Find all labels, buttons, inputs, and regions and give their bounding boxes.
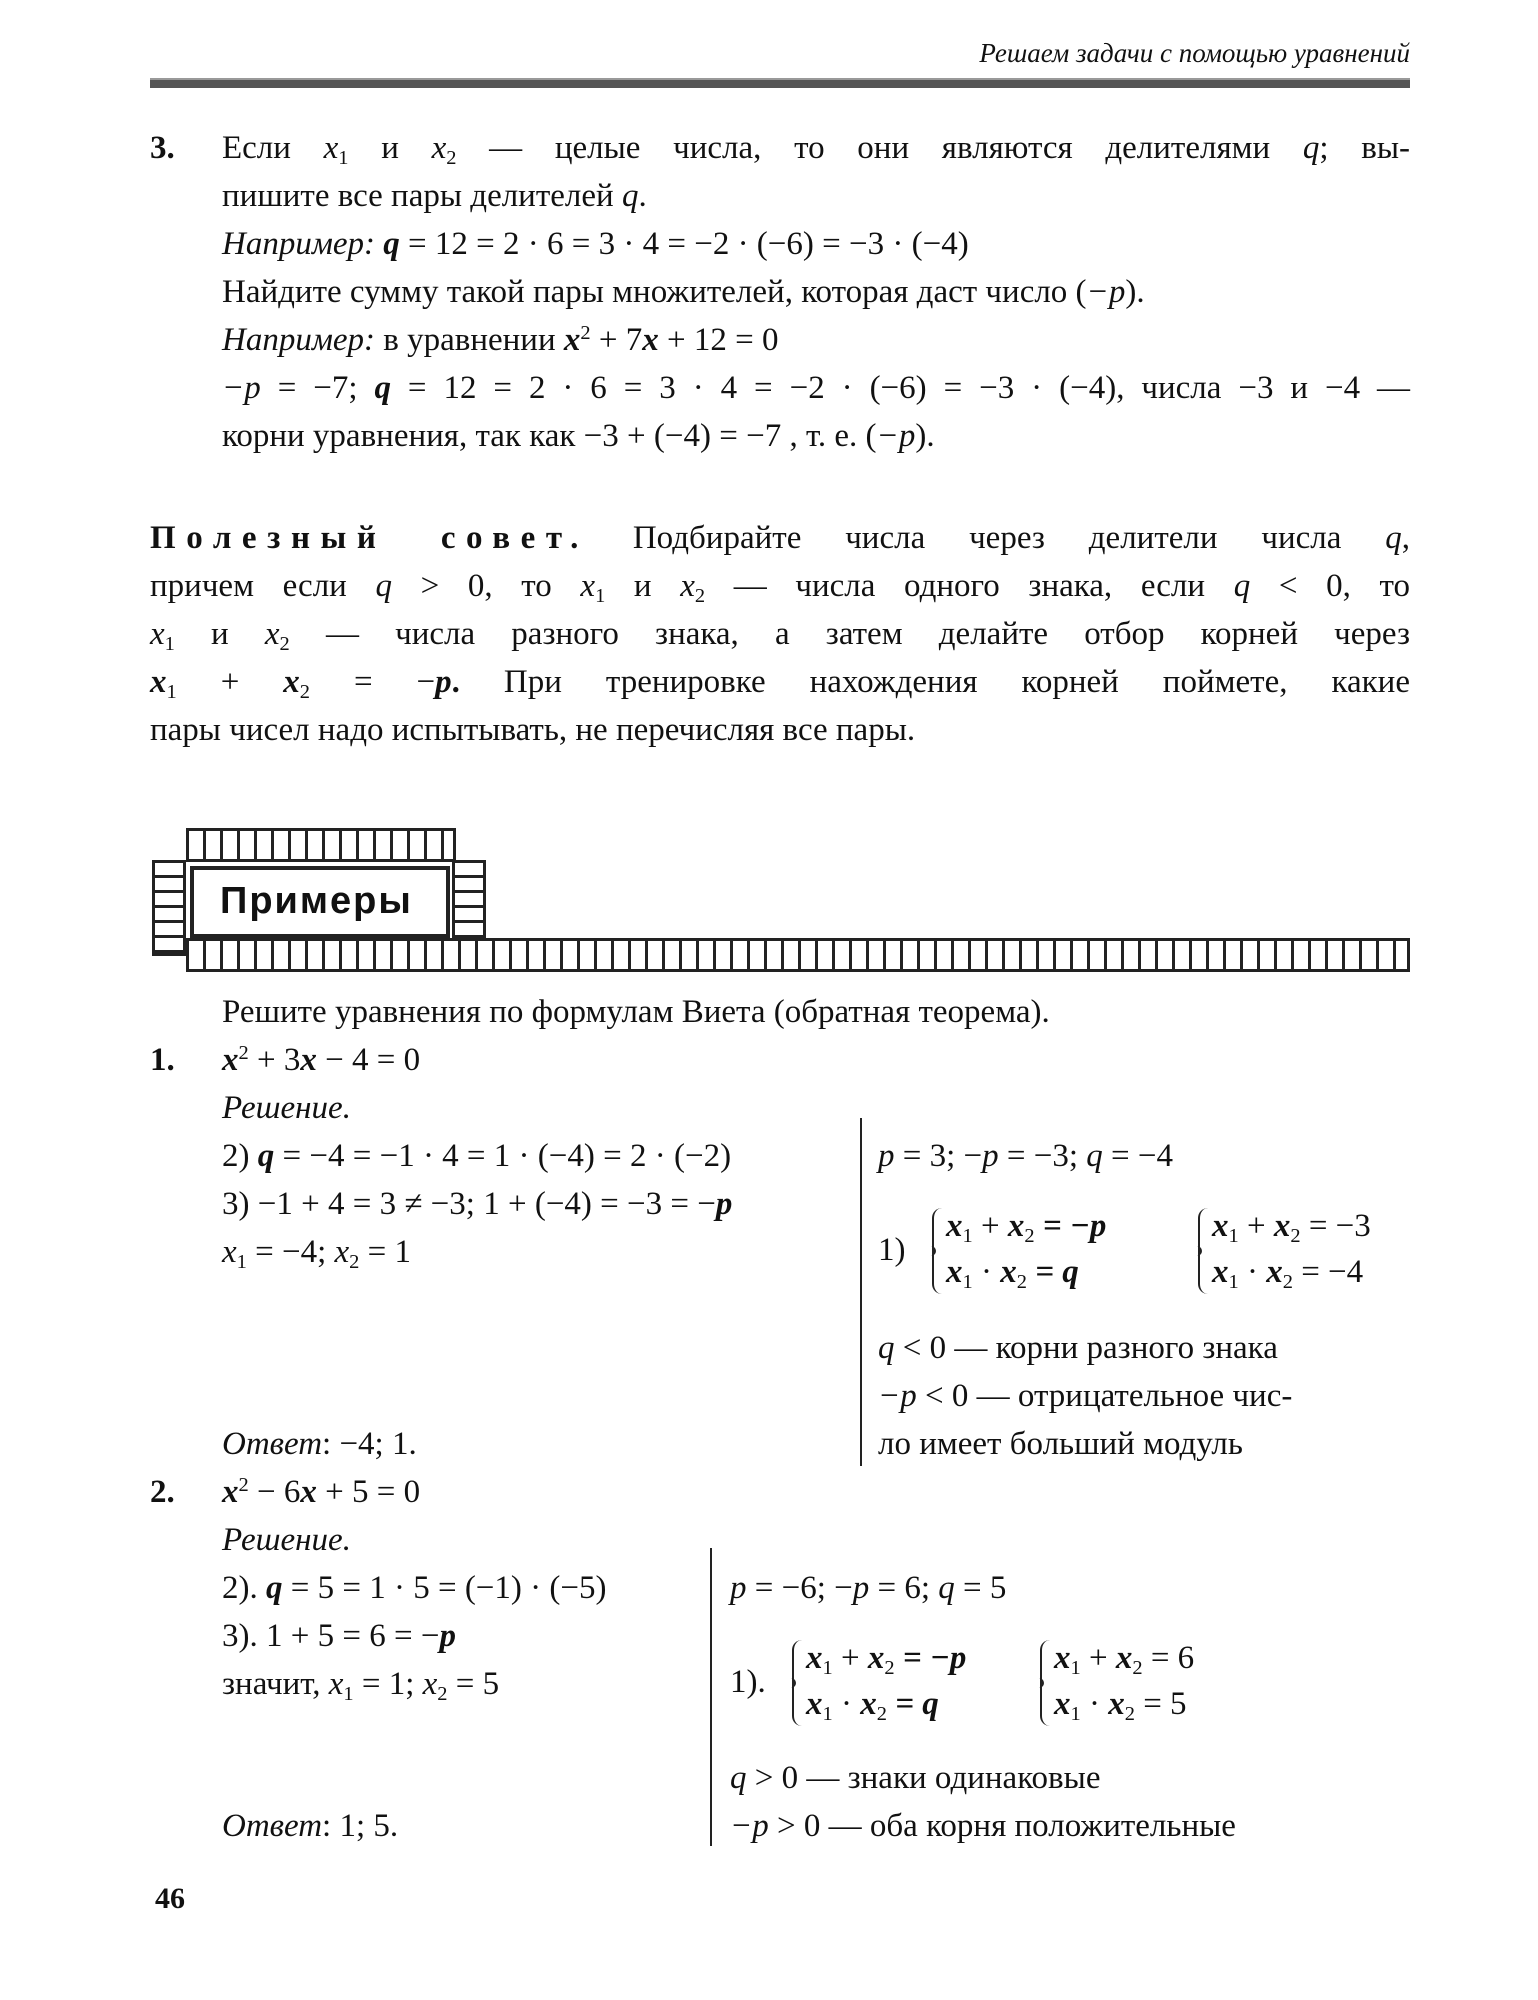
example-2-roots: значит, $x_1 = 1$; $x_2 = 5$ — [222, 1666, 500, 1706]
example-2-number: 2. — [150, 1474, 175, 1510]
example-1-answer: Ответ: −4; 1. — [222, 1426, 417, 1462]
example-1-number: 1. — [150, 1042, 175, 1078]
brace-icon — [792, 1640, 804, 1726]
frame-left-strip — [152, 860, 186, 956]
example-1-note-1: q < 0 — корни разного знака — [878, 1330, 1278, 1366]
example-1-solution-label: Решение. — [222, 1090, 351, 1126]
example-2-solution-label: Решение. — [222, 1522, 351, 1558]
example-1-pq: p = 3; −p = −3; q = −4 — [878, 1138, 1174, 1174]
example-1-divider — [860, 1118, 862, 1466]
example-2-system-values: $x_1 + x_2 = 6$ $x_1 \cdot x_2 = 5$ — [1040, 1640, 1240, 1730]
advice-line-4: $x_1 + x_2 = -p$. При тренировке нахождения корней поймете, какие — [150, 664, 1410, 704]
header-rule — [150, 78, 1410, 88]
example-2-step-2: 2). q = 5 = 1 · 5 = (−1) · (−5) — [222, 1570, 607, 1606]
brace-icon — [1198, 1208, 1210, 1294]
brace-icon — [1040, 1640, 1052, 1726]
example-2-note-1: q > 0 — знаки одинаковые — [730, 1760, 1101, 1796]
advice-line-5: пары чисел надо испытывать, не перечисляя все пары. — [150, 712, 916, 748]
page-number: 46 — [155, 1882, 185, 1915]
item-3-number: 3. — [150, 130, 175, 166]
advice-line-1: Полезный совет. Подбирайте числа через делители числа q, — [150, 520, 1411, 556]
item-3-line-6: −p = −7; q = 12 = 2 · 6 = 3 · 4 = −2 · (−6) = −3 · (−4), числа −3 и −4 — — [222, 370, 1411, 406]
example-2-system-general: $x_1 + x_2 = -p$ $x_1 \cdot x_2 = q$ — [792, 1640, 1032, 1730]
example-1-system-general: $x_1 + x_2 = -p$ $x_1 \cdot x_2 = q$ — [932, 1208, 1172, 1298]
example-1-roots: $x_1 = -4$; $x_2 = 1$ — [222, 1234, 412, 1274]
item-3-line-1: Если $x_1$ и $x_2$ — целые числа, то они являются делителями q; вы- — [222, 130, 1410, 170]
brace-icon — [932, 1208, 944, 1294]
example-1-note-2: −p < 0 — отрицательное чис- — [878, 1378, 1293, 1414]
example-2-equation: $x^2 - 6x + 5 = 0$ — [222, 1473, 421, 1510]
frame-top-strip — [186, 828, 456, 862]
example-2-pq: p = −6; −p = 6; q = 5 — [730, 1570, 1007, 1606]
example-1-system-values: $x_1 + x_2 = -3$ $x_1 \cdot x_2 = -4$ — [1198, 1208, 1410, 1298]
advice-title: Полезный совет. — [150, 520, 589, 556]
example-2-step-1: 1). — [730, 1664, 766, 1700]
item-3-line-2: пишите все пары делителей q. — [222, 178, 647, 214]
item-3-line-7: корни уравнения, так как −3 + (−4) = −7 , т. е. (−p). — [222, 418, 935, 454]
example-2-step-3: 3). 1 + 5 = 6 = −p — [222, 1618, 456, 1654]
item-3-line-4: Найдите сумму такой пары множителей, которая даст число (−p). — [222, 274, 1145, 310]
example-1-step-1: 1) — [878, 1232, 906, 1268]
advice-line-3: $x_1$ и $x_2$ — числа разного знака, а затем делайте отбор корней через — [150, 616, 1410, 656]
example-1-step-2: 2) q = −4 = −1 · 4 = 1 · (−4) = 2 · (−2) — [222, 1138, 732, 1174]
example-2-note-2: −p > 0 — оба корня положительные — [730, 1808, 1236, 1844]
example-2-answer: Ответ: 1; 5. — [222, 1808, 399, 1844]
example-1-equation: $x^2 + 3x - 4 = 0$ — [222, 1041, 421, 1078]
item-3-line-3: Например: q = 12 = 2 · 6 = 3 · 4 = −2 · (−6) = −3 · (−4) — [222, 226, 969, 262]
examples-intro: Решите уравнения по формулам Виета (обратная теорема). — [222, 994, 1050, 1030]
item-3-line-5: Например: в уравнении $x^2 + 7x + 12 = 0$ — [222, 321, 779, 358]
example-1-note-3: ло имеет больший модуль — [878, 1426, 1243, 1462]
frame-right-strip — [452, 860, 486, 940]
frame-bottom-strip — [186, 938, 1410, 972]
running-head: Решаем задачи с помощью уравнений — [979, 38, 1410, 68]
example-2-divider — [710, 1548, 712, 1846]
advice-line-2: причем если q > 0, то $x_1$ и $x_2$ — числа одного знака, если q < 0, то — [150, 568, 1410, 608]
examples-heading: Примеры — [190, 866, 450, 938]
example-1-step-3: 3) −1 + 4 = 3 ≠ −3; 1 + (−4) = −3 = −p — [222, 1186, 733, 1222]
